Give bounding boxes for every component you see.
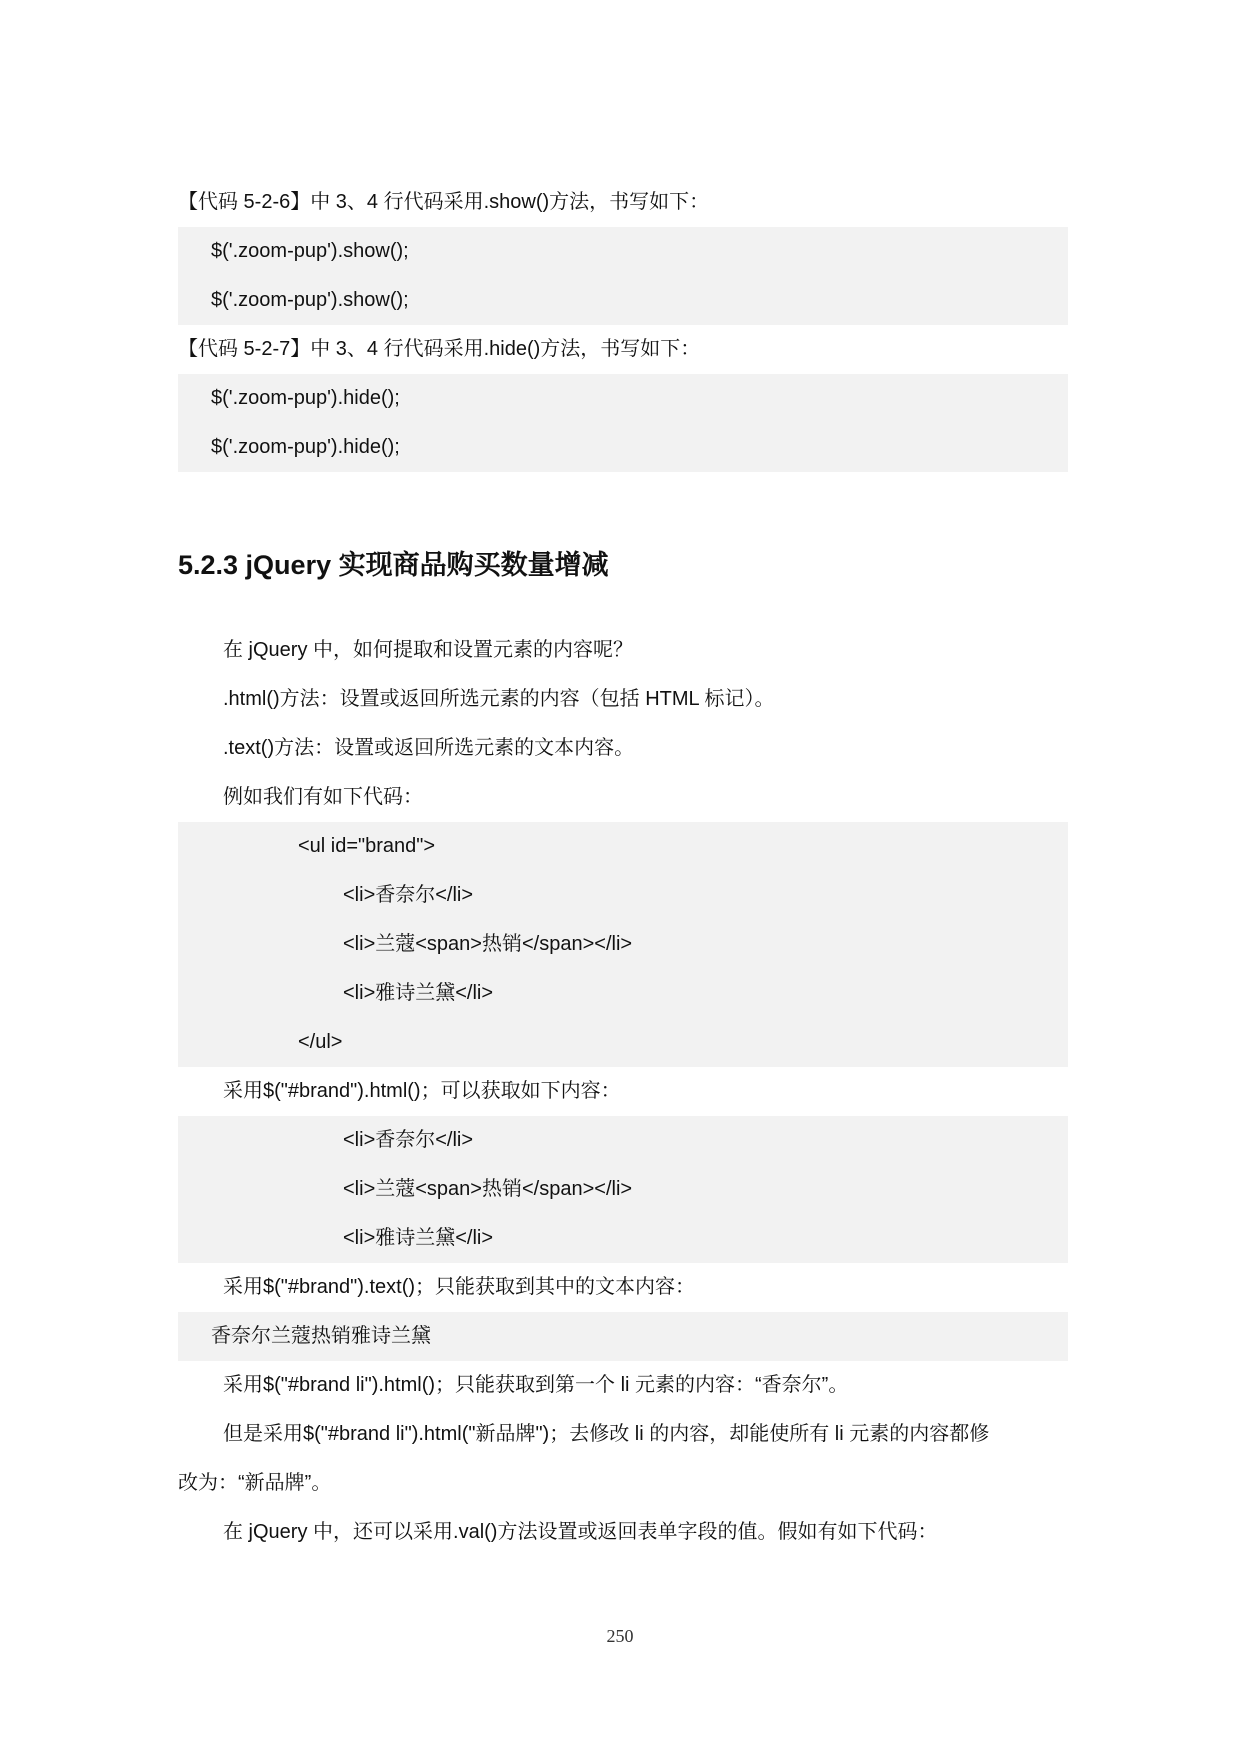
code-line: <li>兰蔻<span>热销</span></li> xyxy=(343,933,633,955)
code-line: <li>香奈尔</li> xyxy=(343,884,474,906)
paragraph: .text()方法：设置或返回所选元素的文本内容。 xyxy=(223,737,635,759)
code-line: $('.zoom-pup').hide(); xyxy=(211,387,400,409)
paragraph-continuation: 改为：“新品牌”。 xyxy=(178,1472,332,1494)
code-line: $('.zoom-pup').show(); xyxy=(211,289,409,311)
code-line: <li>雅诗兰黛</li> xyxy=(343,1227,494,1249)
code-intro-5-2-7: 【代码 5-2-7】中 3、4 行代码采用.hide()方法，书写如下： xyxy=(178,338,701,360)
paragraph: 采用$("#brand").text()；只能获取到其中的文本内容： xyxy=(223,1276,696,1298)
paragraph: 例如我们有如下代码： xyxy=(223,786,423,808)
section-heading: 5.2.3 jQuery 实现商品购买数量增减 xyxy=(178,550,609,580)
paragraph: 但是采用$("#brand li").html("新品牌")；去修改 li 的内容，却能使所有 li 元素的内容都修 xyxy=(223,1423,990,1445)
paragraph: 在 jQuery 中，还可以采用.val()方法设置或返回表单字段的值。假如有如下代码： xyxy=(223,1521,938,1543)
code-line: <li>香奈尔</li> xyxy=(343,1129,474,1151)
page-number: 250 xyxy=(606,1626,634,1646)
paragraph: 采用$("#brand").html()；可以获取如下内容： xyxy=(223,1080,621,1102)
code-line: <li>雅诗兰黛</li> xyxy=(343,982,494,1004)
code-line: 香奈尔兰蔻热销雅诗兰黛 xyxy=(211,1325,431,1347)
code-line: $('.zoom-pup').hide(); xyxy=(211,436,400,458)
paragraph: .html()方法：设置或返回所选元素的内容（包括 HTML 标记）。 xyxy=(223,688,775,710)
code-line: </ul> xyxy=(298,1031,343,1053)
code-line: <ul id="brand"> xyxy=(298,835,436,857)
code-line: <li>兰蔻<span>热销</span></li> xyxy=(343,1178,633,1200)
paragraph: 在 jQuery 中，如何提取和设置元素的内容呢？ xyxy=(223,639,634,661)
code-intro-5-2-6: 【代码 5-2-6】中 3、4 行代码采用.show()方法，书写如下： xyxy=(178,191,710,213)
paragraph: 采用$("#brand li").html()；只能获取到第一个 li 元素的内容：“香奈尔”。 xyxy=(223,1374,849,1396)
code-line: $('.zoom-pup').show(); xyxy=(211,240,409,262)
